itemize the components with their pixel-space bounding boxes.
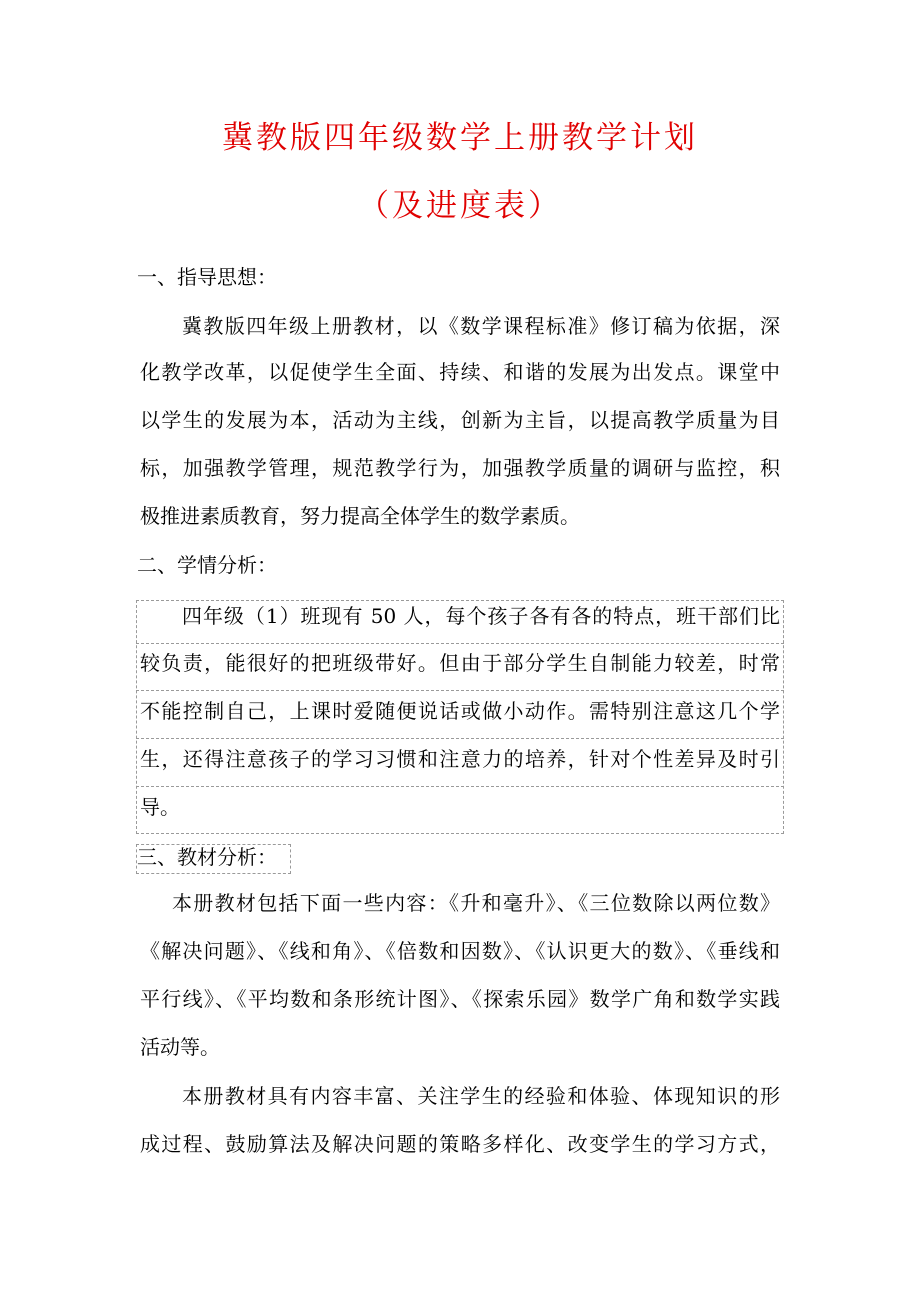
paragraph-line: 生，还得注意孩子的学习习惯和注意力的培养，针对个性差异及时引 [140, 747, 780, 771]
frame-divider [136, 643, 784, 644]
paragraph-line: 较负责，能很好的把班级带好。但由于部分学生自制能力较差，时常 [140, 651, 780, 675]
section-heading-student-analysis: 二、学情分析： [137, 553, 277, 577]
paragraph-line: 本册教材具有内容丰富、关注学生的经验和体验、体现知识的形 [182, 1084, 780, 1108]
document-title: 冀教版四年级数学上册教学计划 [222, 120, 698, 156]
frame-divider [136, 786, 784, 787]
frame-divider [136, 690, 784, 691]
paragraph-line: 平行线》、《平均数和条形统计图》、《探索乐园》数学广角和数学实践 [140, 987, 780, 1011]
frame-divider [136, 738, 784, 739]
paragraph-line: 本册教材包括下面一些内容：《升和毫升》、《三位数除以两位数》 [172, 891, 780, 915]
paragraph-line: 不能控制自己，上课时爱随便说话或做小动作。需特别注意这几个学 [140, 699, 780, 723]
paragraph-line: 标，加强教学管理，规范教学行为，加强教学质量的调研与监控，积 [140, 456, 780, 480]
paragraph-line: 成过程、鼓励算法及解决问题的策略多样化、改变学生的学习方式， [140, 1132, 780, 1156]
paragraph-line: 化教学改革，以促使学生全面、持续、和谐的发展为出发点。课堂中 [140, 360, 780, 384]
paragraph-line: 《解决问题》、《线和角》、《倍数和因数》、《认识更大的数》、《垂线和 [140, 939, 780, 963]
section-heading-guiding-ideology: 一、指导思想： [137, 265, 277, 289]
paragraph-line: 极推进素质教育，努力提高全体学生的数学素质。 [140, 504, 580, 528]
paragraph-line: 导。 [140, 795, 180, 819]
paragraph-line: 活动等。 [140, 1035, 220, 1059]
paragraph-line: 四年级（1）班现有 50 人，每个孩子各有各的特点，班干部们比 [182, 604, 780, 628]
document-subtitle: （及进度表） [358, 188, 562, 224]
paragraph-line: 冀教版四年级上册教材，以《数学课程标准》修订稿为依据，深 [182, 314, 780, 338]
paragraph-line: 以学生的发展为本，活动为主线，创新为主旨，以提高教学质量为目 [140, 408, 780, 432]
section-heading-textbook-analysis: 三、教材分析： [137, 845, 277, 869]
